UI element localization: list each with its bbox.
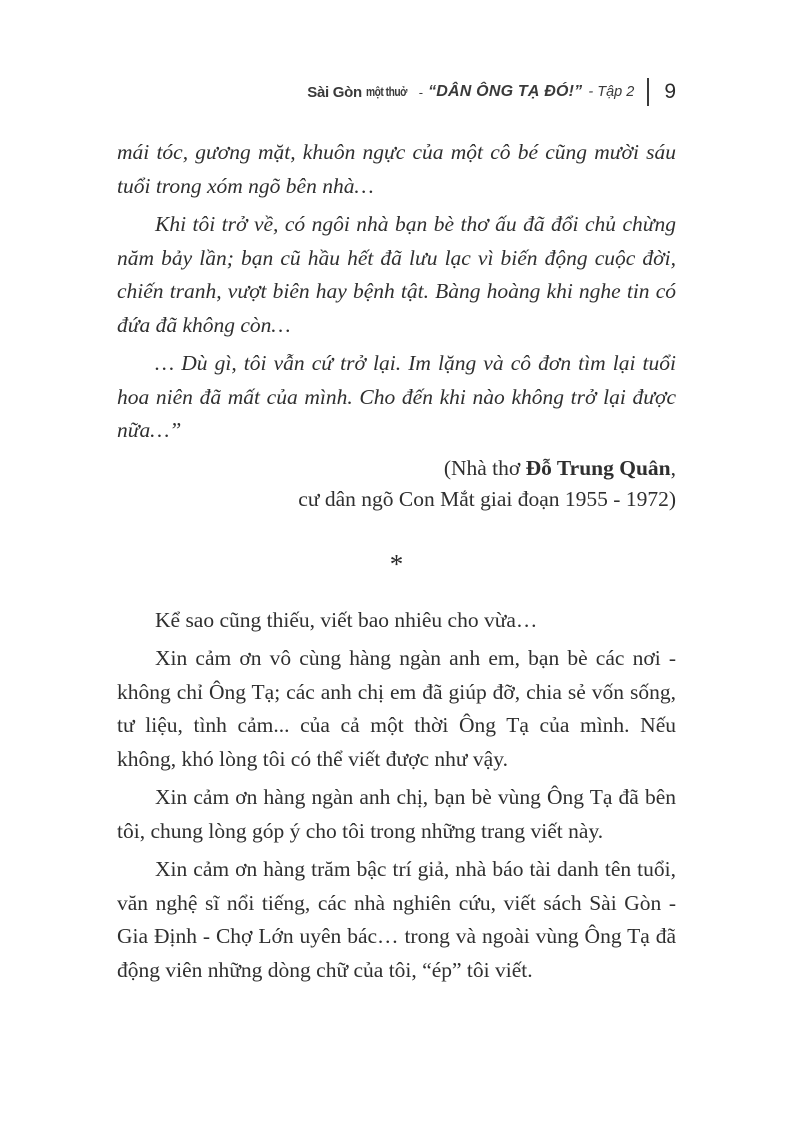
page-number: 9 — [664, 80, 676, 103]
series-subtitle: một thuở — [365, 85, 407, 99]
author-name: Đỗ Trung Quân — [525, 455, 671, 480]
quote-paragraph-1: mái tóc, gương mặt, khuôn ngực của một cô bé cũng mười sáu tuổi trong xóm ngõ bên nhà… — [117, 140, 676, 198]
body-paragraph-2: Xin cảm ơn vô cùng hàng ngàn anh em, bạn bè các nơi - không chỉ Ông Tạ; các anh chị em đã giúp đỡ, chia sẻ vốn sống, tư liệu, tình cảm... của cả một thời Ông Tạ của mình. Nếu không, khó lòng tôi có thể viết được như vậy. — [117, 646, 676, 771]
page-text — [117, 136, 676, 992]
attribution-line-1 — [117, 453, 676, 484]
header-separator: - — [418, 84, 424, 100]
attribution-comma: , — [670, 455, 676, 480]
book-title: “DÂN ÔNG TẠ ĐÓ!” — [428, 83, 583, 100]
body-paragraph-1: Kể sao cũng thiếu, viết bao nhiêu cho vừa… — [155, 607, 538, 632]
running-header — [118, 76, 676, 108]
series-title: Sài Gòn — [307, 83, 362, 101]
asterisk-divider: * — [389, 548, 404, 579]
volume-label: - Tập 2 — [588, 84, 635, 100]
header-rule — [647, 78, 649, 106]
body-paragraph-4: Xin cảm ơn hàng trăm bậc trí giả, nhà báo tài danh tên tuổi, văn nghệ sĩ nổi tiếng, các nhà nghiên cứu, viết sách Sài Gòn - Gia Định - Chợ Lớn uyên bác… trong và ngoài vùng Ông Tạ đã động viên những dòng chữ của tôi, “ép” tôi viết. — [117, 857, 676, 982]
attribution-prefix: (Nhà thơ — [443, 455, 526, 480]
body-paragraph-3: Xin cảm ơn hàng ngàn anh chị, bạn bè vùng Ông Tạ đã bên tôi, chung lòng góp ý cho tôi trong những trang viết này. — [117, 785, 676, 843]
attribution-line-2: cư dân ngõ Con Mắt giai đoạn 1955 - 1972) — [298, 486, 676, 511]
quote-paragraph-3: … Dù gì, tôi vẫn cứ trở lại. Im lặng và cô đơn tìm lại tuổi hoa niên đã mất của mình. Cho đến khi nào không trở lại được nữa…” — [117, 351, 676, 442]
quote-paragraph-2: Khi tôi trở về, có ngôi nhà bạn bè thơ ấu đã đổi chủ chừng năm bảy lần; bạn cũ hầu hết đã lưu lạc vì biến động cuộc đời, chiến tranh, vượt biên hay bệnh tật. Bàng hoàng khi nghe tin có đứa đã không còn… — [117, 212, 676, 337]
